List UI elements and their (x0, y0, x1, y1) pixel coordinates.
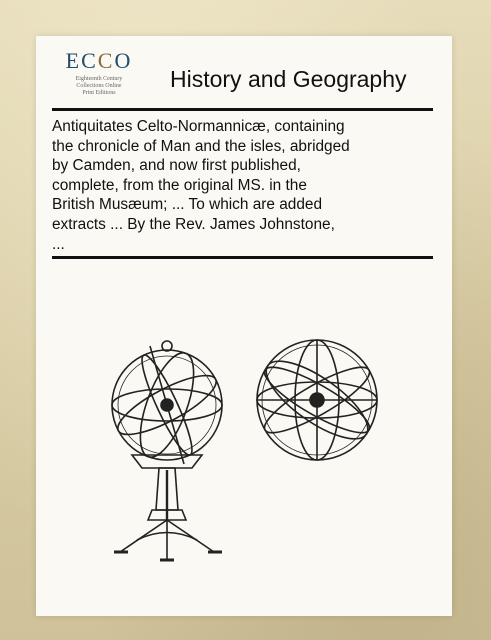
logo-letter: C (97, 48, 115, 73)
title-line: British Musæum; ... To which are added (52, 196, 323, 214)
logo-letter: C (81, 48, 98, 73)
logo-subtitle-line: Collections Online (76, 83, 122, 89)
title-line: extracts ... By the Rev. James Johnstone, (52, 215, 335, 233)
armillary-sphere-icon (255, 340, 379, 460)
top-divider (52, 108, 433, 111)
title-line: complete, from the original MS. in the (52, 176, 307, 194)
logo-letter: E (65, 48, 82, 73)
title-line: ... (52, 235, 65, 253)
logo-letters (52, 48, 146, 74)
logo-letter: O (114, 48, 133, 73)
logo-subtitle-line: Eighteenth Century (75, 76, 123, 82)
category-heading: History and Geography (170, 66, 407, 92)
book-title (52, 117, 433, 254)
title-line: the chronicle of Man and the isles, abridged (52, 137, 350, 155)
logo-subtitle (52, 76, 146, 97)
title-line: by Camden, and now first published, (52, 157, 301, 175)
armillary-sphere-on-stand-icon (111, 341, 223, 560)
title-line: Antiquitates Celto-Normannicæ, containing (52, 118, 345, 135)
bottom-divider (52, 256, 433, 259)
logo-subtitle-line: Print Editions (82, 90, 116, 96)
armillary-spheres-illustration (92, 320, 392, 570)
ecco-logo (52, 48, 146, 114)
